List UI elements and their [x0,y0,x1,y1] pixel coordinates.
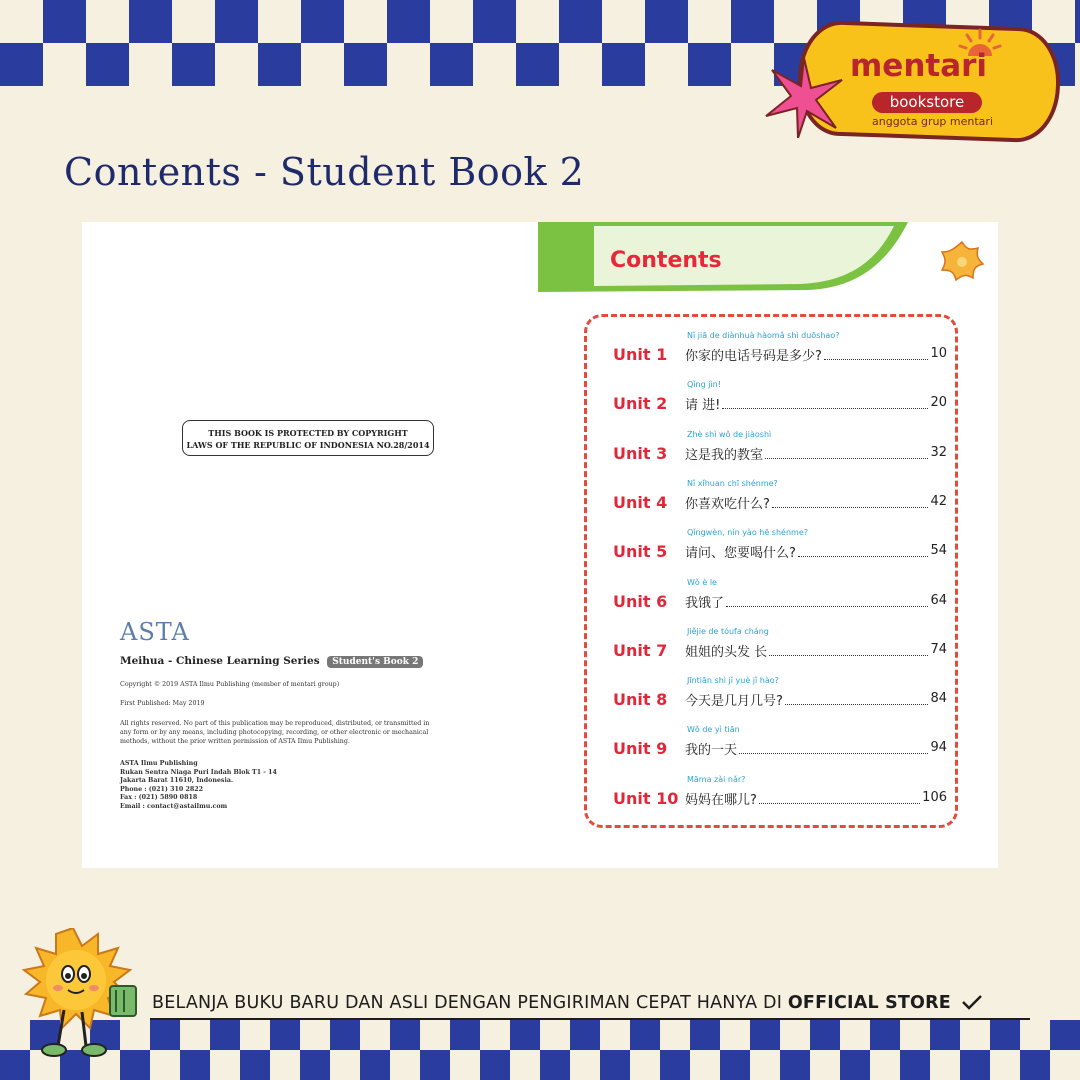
unit-row [587,774,961,827]
logo-name: mentari [850,48,988,84]
series-name: Meihua - Chinese Learning Series [120,655,320,667]
tagline-bold: OFFICIAL STORE [787,993,951,1013]
footer-tagline [152,993,983,1013]
copyright-notice [182,420,434,456]
asta-logo: ASTA [120,618,190,646]
unit-label: Unit 3 [613,443,668,463]
unit-dot-leader [739,745,928,754]
address-line: ASTA Ilmu Publishing [120,760,198,767]
unit-label: Unit 10 [613,788,679,808]
unit-dot-leader [722,400,928,409]
unit-label: Unit 8 [613,690,668,710]
unit-title: 请问、您要喝什么? [685,546,796,562]
unit-pinyin: Jīntiān shì jǐ yuè jǐ hào? [687,676,779,686]
unit-title: 请 进! [685,398,721,414]
unit-row [587,333,961,383]
unit-dot-leader [769,647,928,656]
unit-dot-leader [765,450,928,459]
unit-pinyin: Wǒ è le [687,577,717,587]
copyright-line-1: THIS BOOK IS PROTECTED BY COPYRIGHT [208,428,408,438]
unit-label: Unit 9 [613,739,668,759]
unit-title: 今天是几月几号? [685,694,783,710]
unit-pinyin: Māma zài nǎr? [687,774,746,784]
first-published: First Published: May 2019 [120,700,205,707]
unit-dot-leader [785,696,928,705]
unit-row [587,478,961,531]
unit-pinyin: Qǐngwèn, nín yào hē shénme? [687,528,808,538]
unit-pinyin: Qǐng jìn! [687,380,721,390]
logo-pill: bookstore [872,92,982,113]
address-line: Email : contact@astailmu.com [120,802,228,810]
unit-label: Unit 6 [613,591,668,611]
mentari-logo [790,18,1065,143]
unit-page-number: 54 [930,543,947,559]
unit-row [587,382,961,432]
unit-label: Unit 2 [613,394,668,414]
address-line: Rukan Sentra Niaga Puri Indah Blok T1 - 14 [120,768,277,776]
sun-mascot-icon [18,928,148,1068]
tagline-text: BELANJA BUKU BARU DAN ASLI DENGAN PENGIRIMAN CEPAT HANYA DI [152,993,788,1013]
unit-title: 妈妈在哪儿? [685,792,757,808]
flower-icon [940,240,984,282]
series-line [120,655,423,668]
unit-row [587,678,961,728]
unit-row [587,530,961,580]
unit-page-number: 64 [930,592,947,608]
unit-page-number: 84 [930,691,947,707]
unit-title: 我饿了 [685,595,725,611]
tagline-underline [150,1018,1030,1020]
unit-dot-leader [772,499,928,508]
book-spread [82,222,998,868]
unit-page-number: 10 [930,346,947,361]
unit-page-number: 106 [922,789,947,805]
page-title: Contents - Student Book 2 [64,150,585,194]
unit-page-number: 42 [930,493,947,509]
unit-row [587,626,961,679]
unit-title: 姐姐的头发 长 [685,644,768,660]
unit-dot-leader [824,351,928,360]
copyright-line-2: LAWS OF THE REPUBLIC OF INDONESIA NO.28/2014 [186,440,430,450]
unit-label: Unit 5 [613,542,668,562]
contents-banner [538,222,908,292]
unit-title: 我的一天 [685,743,738,759]
unit-label: Unit 4 [613,492,668,512]
unit-pinyin: Wǒ de yì tiān [687,725,740,735]
rights-text: All rights reserved. No part of this publication may be reproduced, distributed, or transmitted in any form or by any means, including photocopying, recording, or other electronic or mechanical methods, without the prior written permission of ASTA Ilmu Publishing. [120,720,430,745]
units-list [584,314,958,828]
address-line: Jakarta Barat 11610, Indonesia. [120,777,234,784]
unit-label: Unit 7 [613,640,668,660]
publisher-address [120,760,320,811]
address-line: Phone : (021) 310 2822 [120,785,203,793]
unit-row [587,577,961,630]
unit-label: Unit 1 [613,345,668,364]
pink-star-icon [764,58,844,138]
unit-page-number: 94 [930,740,947,756]
contents-heading: Contents [610,248,722,273]
series-tag: Student's Book 2 [327,656,423,668]
unit-page-number: 20 [930,395,947,411]
unit-page-number: 74 [930,641,947,657]
address-line: Fax : (021) 5890 0818 [120,794,198,801]
unit-title: 这是我的教室 [685,447,764,463]
unit-title: 你喜欢吃什么? [685,496,770,512]
unit-dot-leader [726,598,928,607]
logo-subtitle: anggota grup mentari [872,115,993,128]
unit-title: 你家的电话号码是多少? [685,349,822,364]
checkmark-icon [961,994,983,1010]
unit-row [587,727,961,777]
unit-dot-leader [798,548,928,557]
unit-row [587,429,961,482]
unit-pinyin: Nǐ jiā de diànhuà hàomǎ shì duōshao? [687,331,840,340]
unit-pinyin: Jiějie de tóufa cháng [687,626,769,636]
checker-border-bottom [0,1020,1080,1080]
unit-pinyin: Zhè shì wǒ de jiàoshì [687,429,772,439]
unit-page-number: 32 [930,444,947,460]
unit-pinyin: Nǐ xǐhuan chī shénme? [687,478,778,488]
copyright-text: Copyright © 2019 ASTA Ilmu Publishing (member of mentari group) [120,681,340,688]
unit-dot-leader [759,795,920,804]
